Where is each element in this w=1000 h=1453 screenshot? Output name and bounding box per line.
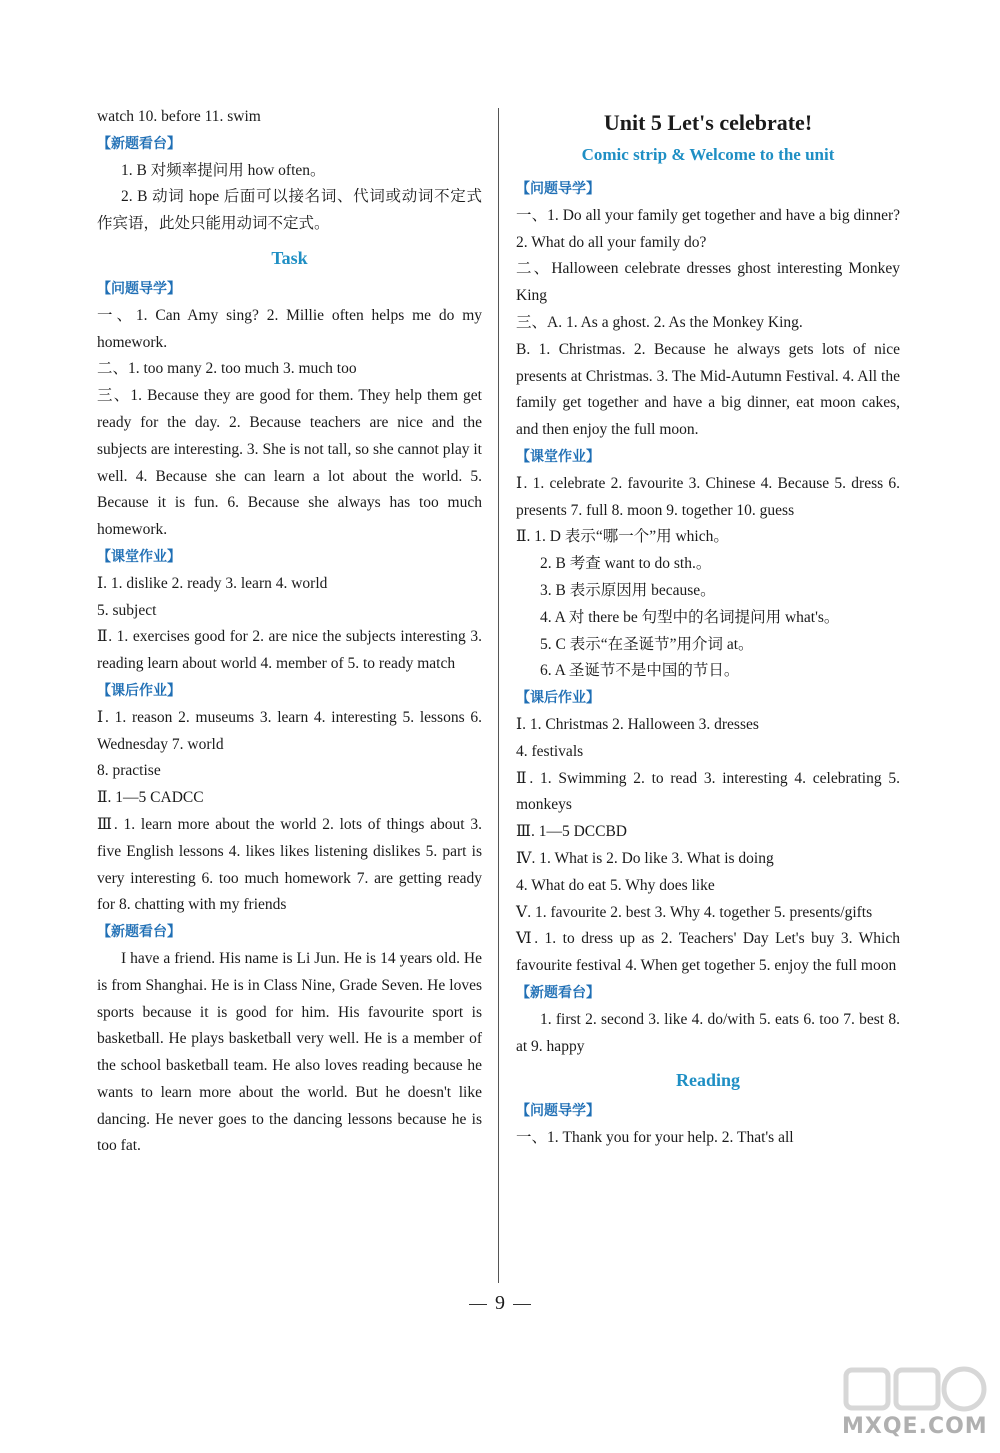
answer-line: Ⅱ. 1. D 表示“哪一个”用 which。: [516, 528, 729, 546]
answer-line: Ⅱ. 1. exercises good for 2. are nice the subjects interesting 3. reading learn about world 4. member of 5. to ready match: [97, 628, 482, 673]
section-heading: Reading: [675, 1070, 740, 1091]
answer-line: Ⅰ. 1. Christmas 2. Halloween 3. dresses: [516, 715, 759, 733]
section-tag: 【课后作业】: [516, 690, 600, 707]
answer-line: 3. B 表示原因用 because。: [540, 581, 716, 599]
answer-line: Ⅴ. 1. favourite 2. best 3. Why 4. together 5. presents/gifts: [516, 903, 873, 921]
section-tag: 【新题看台】: [516, 984, 600, 1001]
section-tag: 【问题导学】: [97, 280, 181, 297]
answer-line: 4. A 对 there be 句型中的名词提问用 what's。: [540, 608, 840, 626]
answer-line: 2. B 动词 hope 后面可以接名词、代词或动词不定式作宾语，此处只能用动词不定式。: [97, 188, 482, 233]
answer-line: I have a friend. His name is Li Jun. He is 14 years old. He is from Shanghai. He is in Class Nine, Grade Seven. He loves sports because it is good for him. His favourite sport is basketball. He plays basketball very well. He is a member of the school basketball team. He also loves reading because he wants to learn more about the world. But he doesn't like dancing. He never goes to the dancing lessons because he is too fat.: [97, 949, 482, 1155]
answer-line: B. 1. Christmas. 2. Because he always gets lots of nice presents at Christmas. 3. The Mid-Autumn Festival. 4. All the family get together and have a big dinner, eat moon cakes, and then enjoy the full moon.: [516, 340, 900, 439]
answer-line: Ⅱ. 1—5 CADCC: [97, 789, 204, 807]
section-tag: 【问题导学】: [516, 1103, 600, 1120]
unit-title: Unit 5 Let's celebrate!: [603, 110, 813, 135]
answer-line: 2. B 考查 want to do sth.。: [540, 555, 712, 573]
answer-line: Ⅳ. 1. What is 2. Do like 3. What is doing: [516, 849, 774, 867]
column-divider: [498, 108, 499, 1283]
unit-subtitle: Comic strip & Welcome to the unit: [581, 145, 835, 164]
answer-line: Ⅰ. 1. reason 2. museums 3. learn 4. interesting 5. lessons 6. Wednesday 7. world: [97, 708, 482, 753]
answer-line: 一、1. Can Amy sing? 2. Millie often helps me do my homework.: [97, 306, 482, 351]
answer-line: Ⅲ. 1—5 DCCBD: [516, 823, 627, 841]
answer-line: 6. A 圣诞节不是中国的节日。: [540, 662, 740, 680]
watermark-text: MXQE.COM: [842, 1414, 988, 1439]
answer-line: Ⅰ. 1. dislike 2. ready 3. learn 4. world: [97, 574, 328, 592]
answer-line: 5. subject: [97, 601, 157, 619]
section-tag: 【课堂作业】: [97, 548, 181, 565]
section-heading: Task: [271, 247, 308, 268]
answer-line: 1. B 对频率提问用 how often。: [121, 161, 326, 179]
answer-line: Ⅵ. 1. to dress up as 2. Teachers' Day Let's buy 3. Which favourite festival 4. When get together 5. enjoy the full moon: [516, 930, 900, 975]
section-tag: 【课后作业】: [97, 682, 181, 699]
section-tag: 【新题看台】: [97, 135, 181, 152]
answer-line: 二、1. too many 2. too much 3. much too: [97, 360, 357, 378]
answer-line: watch 10. before 11. swim: [97, 108, 261, 125]
section-tag: 【问题导学】: [516, 181, 600, 197]
answer-line: 三、A. 1. As a ghost. 2. As the Monkey King.: [516, 313, 803, 331]
answer-line: 一、1. Thank you for your help. 2. That's all: [516, 1129, 794, 1147]
answer-line: 4. festivals: [516, 742, 584, 760]
answer-line: 一、1. Do all your family get together and have a big dinner? 2. What do all your family do?: [516, 206, 900, 251]
section-tag: 【课堂作业】: [516, 448, 600, 465]
page-number: 9: [460, 1292, 540, 1315]
answer-line: 二、Halloween celebrate dresses ghost interesting Monkey King: [516, 260, 900, 305]
right-column: [516, 104, 900, 1152]
answer-line: 8. practise: [97, 762, 161, 780]
answer-line: 5. C 表示“在圣诞节”用介词 at。: [540, 635, 754, 653]
section-tag: 【新题看台】: [97, 924, 181, 941]
answer-line: 4. What do eat 5. Why does like: [516, 876, 715, 894]
answer-line: Ⅲ. 1. learn more about the world 2. lots of things about 3. five English lessons 4. likes likes listening dislikes 5. part is very interesting 6. too much homework 7. are getting ready for 8. chatting with my friends: [97, 815, 482, 914]
left-column: [97, 104, 482, 1160]
answer-line: 三、1. Because they are good for them. They help them get ready for the day. 2. Because teachers are nice and the subjects are interesting. 3. She is not tall, so she cannot play it well. 4. Because she can learn a lot about the world. 5. Because it is fun. 6. Because she always has too much homework.: [97, 387, 482, 539]
answer-line: Ⅰ. 1. celebrate 2. favourite 3. Chinese 4. Because 5. dress 6. presents 7. full 8. moon 9. together 10. guess: [516, 474, 900, 519]
answer-line: Ⅱ. 1. Swimming 2. to read 3. interesting 4. celebrating 5. monkeys: [516, 769, 900, 814]
answer-line: 1. first 2. second 3. like 4. do/with 5. eats 6. too 7. best 8. at 9. happy: [516, 1010, 900, 1055]
